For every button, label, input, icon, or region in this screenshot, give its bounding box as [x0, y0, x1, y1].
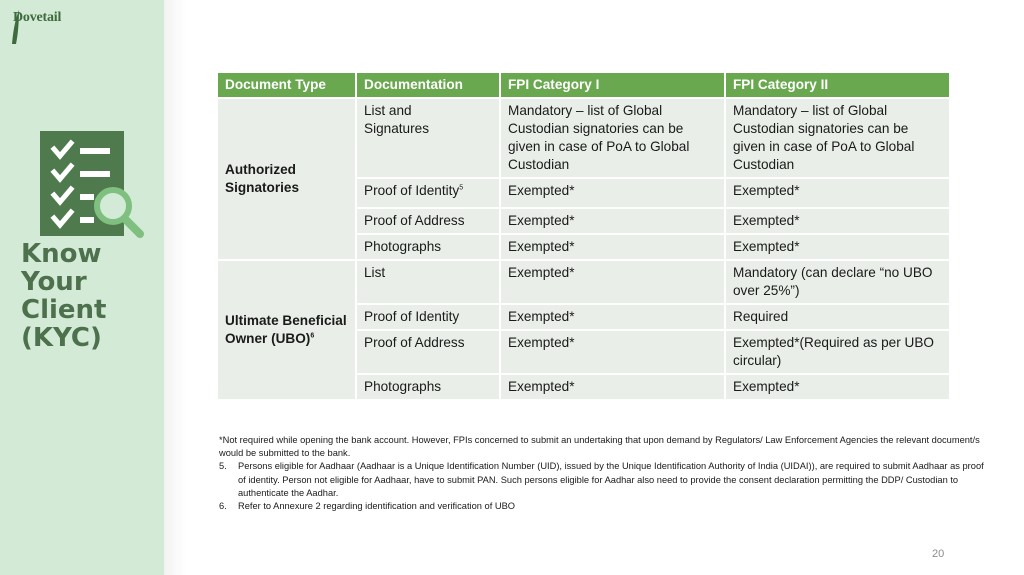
cell-cat2: Mandatory (can declare “no UBO over 25%”): [725, 260, 950, 304]
cell-cat2: Mandatory – list of Global Custodian signatories can be given in case of PoA to Global Custodian: [725, 98, 950, 178]
cell-cat1: Mandatory – list of Global Custodian signatories can be given in case of PoA to Global Custodian: [500, 98, 725, 178]
footnote-number: 6.: [219, 501, 227, 512]
sidebar: [0, 0, 164, 575]
table-header-row: [217, 72, 950, 98]
header-documentation: Documentation: [356, 72, 500, 98]
footnote-item: [219, 460, 989, 500]
cell-doc: List and Signatures: [356, 98, 500, 178]
footnote-ref: 5: [459, 184, 464, 192]
cell-cat1: Exempted*: [500, 208, 725, 234]
table-row: [217, 98, 950, 178]
cell-doc: [356, 178, 500, 208]
cell-cat2: Exempted*: [725, 178, 950, 208]
cell-cat1: Exempted*: [500, 260, 725, 304]
logo-text: Dovetail: [13, 10, 62, 25]
type-label: Ultimate Beneficial Owner (UBO): [225, 313, 347, 346]
footnote-text: Persons eligible for Aadhaar (Aadhaar is a Unique Identification Number (UID), issued by the Unique Identification Authority of India (UIDAI)), are required to submit Aadhaar as proof of identity. Person not eligible for Aadhaar, have to submit PAN. Such persons eligible for Aadhar also need to provide the consent declaration permitting the DDP/ Custodian to authenticate the Aadhar.: [238, 461, 984, 498]
cell-doc: Photographs: [356, 374, 500, 400]
doc-label: Proof of Identity: [364, 183, 460, 198]
cell-doc: Proof of Identity: [356, 304, 500, 330]
cell-doc: Photographs: [356, 234, 500, 260]
cell-cat1: Exempted*: [500, 330, 725, 374]
footnotes: [219, 434, 989, 513]
table-row: [217, 260, 950, 304]
cell-cat2: Exempted*(Required as per UBO circular): [725, 330, 950, 374]
cell-cat2: Exempted*: [725, 208, 950, 234]
type-authorized-signatories: [217, 98, 356, 260]
footnote-ref: 6: [310, 332, 315, 340]
cell-cat1: Exempted*: [500, 178, 725, 208]
footnote-item: [219, 500, 989, 513]
checklist-search-icon: [38, 128, 146, 242]
cell-cat2: Required: [725, 304, 950, 330]
cell-doc: Proof of Address: [356, 330, 500, 374]
cell-doc: List: [356, 260, 500, 304]
cell-cat1: Exempted*: [500, 234, 725, 260]
cell-cat2: Exempted*: [725, 234, 950, 260]
footnote-number: 5.: [219, 461, 227, 472]
footnote-star: *Not required while opening the bank account. However, FPIs concerned to submit an undertaking that upon demand by Regulators/ Law Enforcement Agencies the relevant document/s would be submitted to the bank.: [219, 435, 980, 459]
type-ultimate-beneficial-owner: [217, 260, 356, 400]
cell-cat1: Exempted*: [500, 374, 725, 400]
sidebar-shadow: [164, 0, 186, 575]
header-fpi-category-2: FPI Category II: [725, 72, 950, 98]
header-fpi-category-1: FPI Category I: [500, 72, 725, 98]
kyc-table: [216, 71, 951, 401]
footnote-text: Refer to Annexure 2 regarding identification and verification of UBO: [238, 501, 515, 512]
cell-cat1: Exempted*: [500, 304, 725, 330]
page-number: 20: [932, 548, 945, 560]
page-title: Know Your Client (KYC): [21, 239, 107, 353]
type-label: Authorized Signatories: [225, 162, 300, 195]
header-document-type: Document Type: [217, 72, 356, 98]
cell-doc: Proof of Address: [356, 208, 500, 234]
cell-cat2: Exempted*: [725, 374, 950, 400]
